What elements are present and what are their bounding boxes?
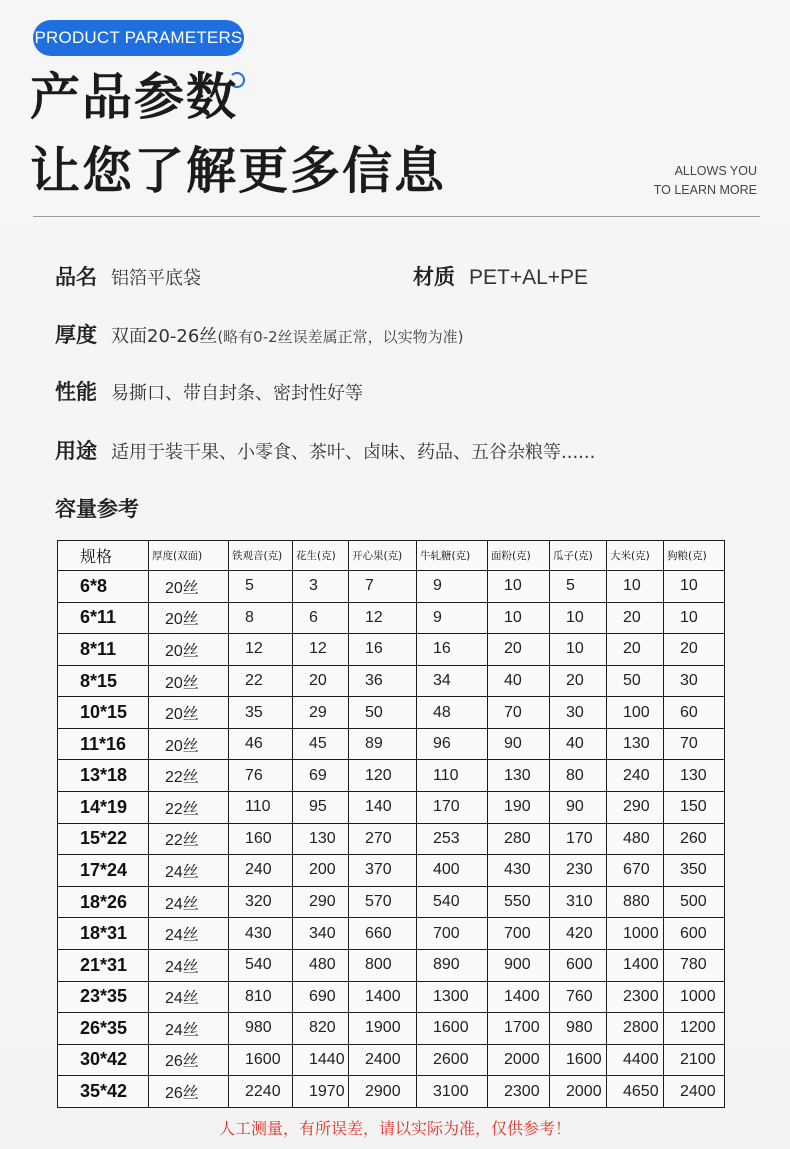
capacity-cell: 500 xyxy=(664,886,725,918)
performance-label: 性能 xyxy=(55,380,97,404)
table-header-cell: 厚度(双面) xyxy=(149,541,229,571)
capacity-cell: 1700 xyxy=(488,1013,550,1045)
table-row xyxy=(58,728,725,760)
table-row xyxy=(58,1013,725,1045)
size-cell: 13*18 xyxy=(58,760,149,792)
capacity-cell: 9 xyxy=(417,571,488,603)
capacity-cell: 10 xyxy=(550,602,607,634)
thickness-cell: 20丝 xyxy=(149,697,229,729)
table-row xyxy=(58,949,725,981)
capacity-cell: 76 xyxy=(229,760,293,792)
capacity-cell: 45 xyxy=(293,728,349,760)
capacity-cell: 1300 xyxy=(417,981,488,1013)
table-header-cell: 规格 xyxy=(58,541,149,571)
capacity-cell: 40 xyxy=(550,728,607,760)
capacity-cell: 20 xyxy=(607,602,664,634)
thickness-value: 双面20-26丝 xyxy=(111,326,218,347)
capacity-cell: 270 xyxy=(349,823,417,855)
capacity-cell: 1440 xyxy=(293,1044,349,1076)
capacity-cell: 130 xyxy=(293,823,349,855)
table-row xyxy=(58,665,725,697)
capacity-cell: 370 xyxy=(349,855,417,887)
capacity-cell: 12 xyxy=(293,634,349,666)
capacity-cell: 690 xyxy=(293,981,349,1013)
capacity-cell: 35 xyxy=(229,697,293,729)
thickness-cell: 20丝 xyxy=(149,571,229,603)
capacity-cell: 40 xyxy=(488,665,550,697)
capacity-cell: 8 xyxy=(229,602,293,634)
size-cell: 17*24 xyxy=(58,855,149,887)
capacity-cell: 12 xyxy=(229,634,293,666)
table-row xyxy=(58,981,725,1013)
capacity-cell: 170 xyxy=(417,792,488,824)
capacity-cell: 980 xyxy=(550,1013,607,1045)
capacity-cell: 4650 xyxy=(607,1076,664,1108)
table-header-cell: 牛轧糖(克) xyxy=(417,541,488,571)
capacity-cell: 1400 xyxy=(488,981,550,1013)
capacity-cell: 420 xyxy=(550,918,607,950)
capacity-cell: 140 xyxy=(349,792,417,824)
param-material-row xyxy=(413,261,588,291)
capacity-cell: 5 xyxy=(229,571,293,603)
table-row xyxy=(58,697,725,729)
size-cell: 14*19 xyxy=(58,792,149,824)
capacity-cell: 253 xyxy=(417,823,488,855)
param-thickness-row xyxy=(55,319,464,349)
capacity-cell: 1000 xyxy=(664,981,725,1013)
size-cell: 30*42 xyxy=(58,1044,149,1076)
table-header-cell: 瓜子(克) xyxy=(550,541,607,571)
thickness-cell: 20丝 xyxy=(149,665,229,697)
capacity-cell: 90 xyxy=(488,728,550,760)
capacity-cell: 600 xyxy=(664,918,725,950)
capacity-cell: 400 xyxy=(417,855,488,887)
page-title: 产品参数 xyxy=(30,68,238,126)
table-row xyxy=(58,886,725,918)
capacity-cell: 170 xyxy=(550,823,607,855)
capacity-cell: 2800 xyxy=(607,1013,664,1045)
capacity-cell: 290 xyxy=(607,792,664,824)
table-body xyxy=(58,571,725,1108)
table-row xyxy=(58,571,725,603)
capacity-cell: 160 xyxy=(229,823,293,855)
capacity-cell: 1600 xyxy=(550,1044,607,1076)
allows-line-2: TO LEARN MORE xyxy=(653,183,757,197)
capacity-cell: 110 xyxy=(417,760,488,792)
size-cell: 35*42 xyxy=(58,1076,149,1108)
capacity-cell: 1000 xyxy=(607,918,664,950)
size-cell: 6*8 xyxy=(58,571,149,603)
capacity-cell: 290 xyxy=(293,886,349,918)
capacity-cell: 660 xyxy=(349,918,417,950)
capacity-cell: 96 xyxy=(417,728,488,760)
capacity-cell: 10 xyxy=(607,571,664,603)
thickness-cell: 22丝 xyxy=(149,823,229,855)
capacity-cell: 2000 xyxy=(550,1076,607,1108)
thickness-cell: 24丝 xyxy=(149,886,229,918)
capacity-cell: 130 xyxy=(664,760,725,792)
capacity-cell: 430 xyxy=(488,855,550,887)
table-row xyxy=(58,1076,725,1108)
thickness-cell: 26丝 xyxy=(149,1076,229,1108)
thickness-cell: 20丝 xyxy=(149,602,229,634)
usage-label: 用途 xyxy=(55,439,97,463)
capacity-cell: 1600 xyxy=(417,1013,488,1045)
capacity-cell: 1400 xyxy=(607,949,664,981)
capacity-cell: 16 xyxy=(349,634,417,666)
thickness-cell: 24丝 xyxy=(149,855,229,887)
capacity-cell: 30 xyxy=(664,665,725,697)
size-cell: 18*31 xyxy=(58,918,149,950)
capacity-cell: 280 xyxy=(488,823,550,855)
capacity-cell: 20 xyxy=(607,634,664,666)
capacity-cell: 2400 xyxy=(664,1076,725,1108)
size-cell: 8*11 xyxy=(58,634,149,666)
capacity-cell: 70 xyxy=(488,697,550,729)
capacity-cell: 430 xyxy=(229,918,293,950)
size-cell: 6*11 xyxy=(58,602,149,634)
capacity-cell: 5 xyxy=(550,571,607,603)
capacity-cell: 2240 xyxy=(229,1076,293,1108)
capacity-cell: 120 xyxy=(349,760,417,792)
capacity-cell: 480 xyxy=(607,823,664,855)
capacity-cell: 1400 xyxy=(349,981,417,1013)
capacity-cell: 130 xyxy=(488,760,550,792)
capacity-cell: 9 xyxy=(417,602,488,634)
thickness-cell: 24丝 xyxy=(149,949,229,981)
thickness-cell: 24丝 xyxy=(149,918,229,950)
thickness-cell: 24丝 xyxy=(149,981,229,1013)
capacity-cell: 240 xyxy=(607,760,664,792)
table-row xyxy=(58,760,725,792)
capacity-cell: 46 xyxy=(229,728,293,760)
thickness-note: (略有0-2丝误差属正常，以实物为准) xyxy=(217,328,464,346)
param-name-row xyxy=(55,261,201,291)
capacity-cell: 6 xyxy=(293,602,349,634)
table-header-cell: 开心果(克) xyxy=(349,541,417,571)
name-label: 品名 xyxy=(55,265,97,289)
table-row xyxy=(58,634,725,666)
thickness-cell: 20丝 xyxy=(149,634,229,666)
table-header-cell: 面粉(克) xyxy=(488,541,550,571)
capacity-cell: 50 xyxy=(607,665,664,697)
capacity-cell: 2300 xyxy=(488,1076,550,1108)
capacity-cell: 3100 xyxy=(417,1076,488,1108)
capacity-cell: 100 xyxy=(607,697,664,729)
capacity-cell: 50 xyxy=(349,697,417,729)
capacity-cell: 230 xyxy=(550,855,607,887)
capacity-cell: 10 xyxy=(488,571,550,603)
capacity-cell: 110 xyxy=(229,792,293,824)
capacity-cell: 1600 xyxy=(229,1044,293,1076)
table-header-cell: 花生(克) xyxy=(293,541,349,571)
param-usage-row xyxy=(55,435,595,465)
thickness-cell: 22丝 xyxy=(149,792,229,824)
capacity-cell: 2100 xyxy=(664,1044,725,1076)
capacity-cell: 29 xyxy=(293,697,349,729)
page-subtitle: 让您了解更多信息 xyxy=(30,142,446,200)
size-cell: 23*35 xyxy=(58,981,149,1013)
table-row xyxy=(58,602,725,634)
capacity-cell: 16 xyxy=(417,634,488,666)
capacity-cell: 760 xyxy=(550,981,607,1013)
capacity-cell: 480 xyxy=(293,949,349,981)
capacity-cell: 2000 xyxy=(488,1044,550,1076)
capacity-cell: 980 xyxy=(229,1013,293,1045)
thickness-cell: 24丝 xyxy=(149,1013,229,1045)
capacity-cell: 2300 xyxy=(607,981,664,1013)
table-row xyxy=(58,1044,725,1076)
table-header-cell: 铁观音(克) xyxy=(229,541,293,571)
table-header-cell: 大米(克) xyxy=(607,541,664,571)
capacity-cell: 69 xyxy=(293,760,349,792)
product-parameters-badge: PRODUCT PARAMETERS xyxy=(33,20,244,56)
capacity-cell: 34 xyxy=(417,665,488,697)
size-cell: 21*31 xyxy=(58,949,149,981)
size-cell: 26*35 xyxy=(58,1013,149,1045)
capacity-cell: 95 xyxy=(293,792,349,824)
capacity-cell: 780 xyxy=(664,949,725,981)
capacity-cell: 550 xyxy=(488,886,550,918)
capacity-cell: 60 xyxy=(664,697,725,729)
size-cell: 11*16 xyxy=(58,728,149,760)
capacity-cell: 130 xyxy=(607,728,664,760)
capacity-cell: 10 xyxy=(664,602,725,634)
material-value: PET+AL+PE xyxy=(469,266,589,289)
capacity-cell: 70 xyxy=(664,728,725,760)
capacity-cell: 20 xyxy=(664,634,725,666)
capacity-cell: 48 xyxy=(417,697,488,729)
capacity-cell: 310 xyxy=(550,886,607,918)
capacity-cell: 2900 xyxy=(349,1076,417,1108)
capacity-cell: 1200 xyxy=(664,1013,725,1045)
table-row xyxy=(58,792,725,824)
capacity-cell: 600 xyxy=(550,949,607,981)
usage-value: 适用于装干果、小零食、茶叶、卤味、药品、五谷杂粮等...... xyxy=(111,442,596,463)
thickness-cell: 26丝 xyxy=(149,1044,229,1076)
thickness-label: 厚度 xyxy=(55,323,97,347)
capacity-cell: 190 xyxy=(488,792,550,824)
param-performance-row xyxy=(55,376,363,406)
capacity-cell: 7 xyxy=(349,571,417,603)
footnote-disclaimer: 人工测量，有所误差，请以实际为准，仅供参考！ xyxy=(218,1119,571,1138)
size-cell: 8*15 xyxy=(58,665,149,697)
thickness-cell: 22丝 xyxy=(149,760,229,792)
allows-caption xyxy=(654,162,757,200)
capacity-cell: 260 xyxy=(664,823,725,855)
capacity-cell: 240 xyxy=(229,855,293,887)
capacity-cell: 880 xyxy=(607,886,664,918)
table-header-cell: 狗粮(克) xyxy=(664,541,725,571)
capacity-cell: 320 xyxy=(229,886,293,918)
material-label: 材质 xyxy=(413,265,455,289)
size-cell: 18*26 xyxy=(58,886,149,918)
table-row xyxy=(58,823,725,855)
capacity-cell: 89 xyxy=(349,728,417,760)
header-divider xyxy=(33,216,760,217)
capacity-cell: 4400 xyxy=(607,1044,664,1076)
capacity-table xyxy=(57,540,725,1108)
capacity-cell: 700 xyxy=(488,918,550,950)
capacity-cell: 20 xyxy=(488,634,550,666)
capacity-cell: 810 xyxy=(229,981,293,1013)
capacity-cell: 3 xyxy=(293,571,349,603)
capacity-cell: 10 xyxy=(488,602,550,634)
capacity-cell: 150 xyxy=(664,792,725,824)
capacity-cell: 800 xyxy=(349,949,417,981)
capacity-cell: 30 xyxy=(550,697,607,729)
capacity-cell: 80 xyxy=(550,760,607,792)
capacity-cell: 10 xyxy=(550,634,607,666)
size-cell: 15*22 xyxy=(58,823,149,855)
capacity-cell: 20 xyxy=(550,665,607,697)
capacity-cell: 820 xyxy=(293,1013,349,1045)
capacity-cell: 350 xyxy=(664,855,725,887)
capacity-cell: 890 xyxy=(417,949,488,981)
capacity-cell: 540 xyxy=(229,949,293,981)
capacity-cell: 22 xyxy=(229,665,293,697)
capacity-cell: 670 xyxy=(607,855,664,887)
capacity-cell: 1900 xyxy=(349,1013,417,1045)
thickness-cell: 20丝 xyxy=(149,728,229,760)
name-value: 铝箔平底袋 xyxy=(111,268,201,289)
capacity-title: 容量参考 xyxy=(55,497,139,521)
size-cell: 10*15 xyxy=(58,697,149,729)
capacity-cell: 900 xyxy=(488,949,550,981)
capacity-cell: 1970 xyxy=(293,1076,349,1108)
capacity-cell: 10 xyxy=(664,571,725,603)
capacity-cell: 540 xyxy=(417,886,488,918)
capacity-cell: 340 xyxy=(293,918,349,950)
performance-value: 易撕口、带自封条、密封性好等 xyxy=(111,383,363,404)
capacity-cell: 12 xyxy=(349,602,417,634)
capacity-cell: 20 xyxy=(293,665,349,697)
capacity-cell: 36 xyxy=(349,665,417,697)
table-row xyxy=(58,855,725,887)
capacity-cell: 90 xyxy=(550,792,607,824)
allows-line-1: ALLOWS YOU xyxy=(674,164,757,178)
table-row xyxy=(58,918,725,950)
capacity-cell: 570 xyxy=(349,886,417,918)
capacity-cell: 2400 xyxy=(349,1044,417,1076)
capacity-cell: 200 xyxy=(293,855,349,887)
capacity-cell: 2600 xyxy=(417,1044,488,1076)
table-header-row xyxy=(58,541,725,571)
capacity-cell: 700 xyxy=(417,918,488,950)
